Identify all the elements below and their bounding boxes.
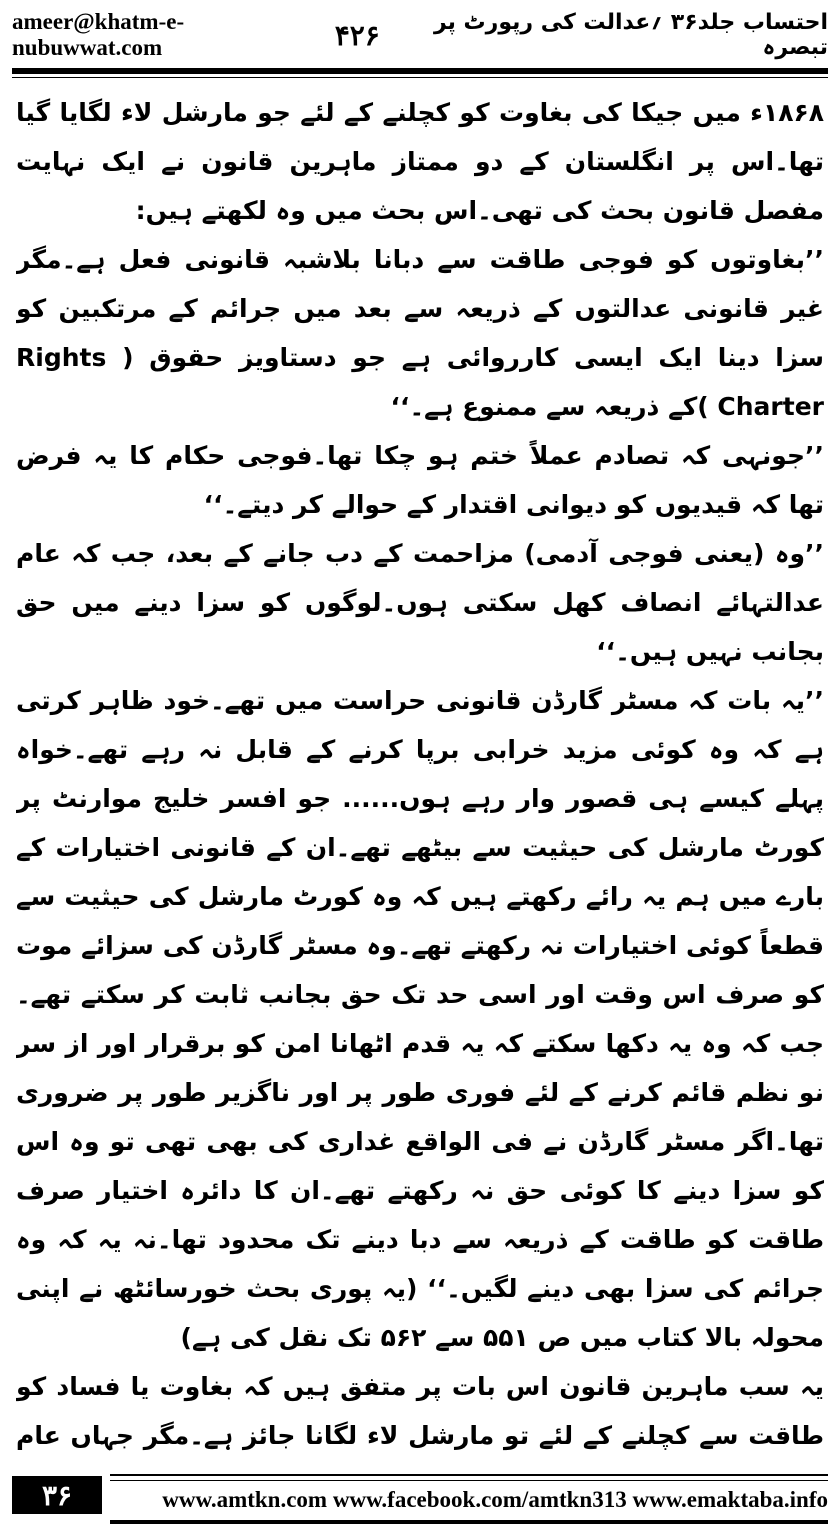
header-rule-thick [12,68,828,74]
paragraph-1: ۱۸۶۸ء میں جیکا کی بغاوت کو کچلنے کے لئے جو مارشل لاء لگایا گیا تھا۔اس پر انگلستان کے دو ممتاز ماہرین قانون نے ایک نہایت مفصل قانون بحث کی تھی۔اس بحث میں وہ لکھتے ہیں: [16,98,824,225]
header-running-title: احتساب جلد۳۶ ؍عدالت کی رپورٹ پر تبصرہ [433,10,828,60]
footer-rule-bottom [110,1520,828,1524]
page-header [12,0,828,70]
paragraph-6: یہ سب ماہرین قانون اس بات پر متفق ہیں کہ بغاوت یا فساد کو طاقت سے کچلنے کے لئے تو مارشل لاء لگانا جائز ہے۔مگر جہاں عام [16,1372,824,1450]
header-email: ameer@khatm-e-nubuwwat.com [12,9,185,60]
paragraph-2: ’’بغاوتوں کو فوجی طاقت سے دبانا بلاشبہ قانونی فعل ہے۔مگر غیر قانونی عدالتوں کے ذریعہ سے بعد میں جرائم کے مرتکبین کو سزا دینا ایک ایسی کارروائی ہے جو دستاویز حقوق ( Rights Charter )کے ذریعہ سے ممنوع ہے۔‘‘ [16,245,824,421]
paragraph-3: ’’جونہی کہ تصادم عملاً ختم ہو چکا تھا۔فوجی حکام کا یہ فرض تھا کہ قیدیوں کو دیوانی اقتدار کے حوالے کر دیتے۔‘‘ [16,441,824,519]
header-page-number: ۴۲۶ [334,18,380,52]
footer-rule-top [110,1474,828,1476]
footer-folio-box: ۳۶ [12,1476,102,1514]
header-left-group [12,9,380,61]
footer-links[interactable]: www.amtkn.com www.facebook.com/amtkn313 www.emaktaba.info [162,1487,828,1512]
paragraph-4: ’’وہ (یعنی فوجی آدمی) مزاحمت کے دب جانے کے بعد، جب کہ عام عدالتہائے انصاف کھل سکتی ہوں۔لوگوں کو سزا دینے میں حق بجانب نہیں ہیں۔‘‘ [16,539,824,666]
paragraph-5: ’’یہ بات کہ مسٹر گارڈن قانونی حراست میں تھے۔خود ظاہر کرتی ہے کہ وہ کوئی مزید خرابی برپا کرنے کے قابل نہ رہے تھے۔خواہ پہلے کیسے ہی قصور وار رہے ہوں...... جو افسر خلیج موارنٹ پر کورٹ مارشل کی حیثیت سے بیٹھے تھے۔ان کے قانونی اختیارات کے بارے میں ہم یہ رائے رکھتے ہیں کہ وہ کورٹ مارشل کی حیثیت سے قطعاً کوئی اختیارات نہ رکھتے تھے۔وہ مسٹر گارڈن کی سزائے موت کو صرف اس وقت اور اسی حد تک حق بجانب ثابت کر سکتے تھے۔جب کہ وہ یہ دکھا سکتے کہ یہ قدم اٹھانا امن کو برقرار اور از سر نو نظم قائم کرنے کے لئے فوری طور پر اور ناگزیر طور پر ضروری تھا۔اگر مسٹر گارڈن نے فی الواقع غداری کی بھی تھی تو وہ اس کو سزا دینے کا کوئی حق نہ رکھتے تھے۔ان کا دائرہ اختیار صرف طاقت کو طاقت کے ذریعہ سے دبا دینے تک محدود تھا۔نہ یہ کہ وہ جرائم کی سزا بھی دینے لگیں۔‘‘ (یہ پوری بحث خورسائٹھ نے اپنی محولہ بالا کتاب میں ص ۵۵۱ سے ۵۶۲ تک نقل کی ہے) [16,686,824,1352]
footer-rule-thin [110,1480,828,1481]
body-text [16,88,824,1460]
header-rule-thin [12,77,828,78]
